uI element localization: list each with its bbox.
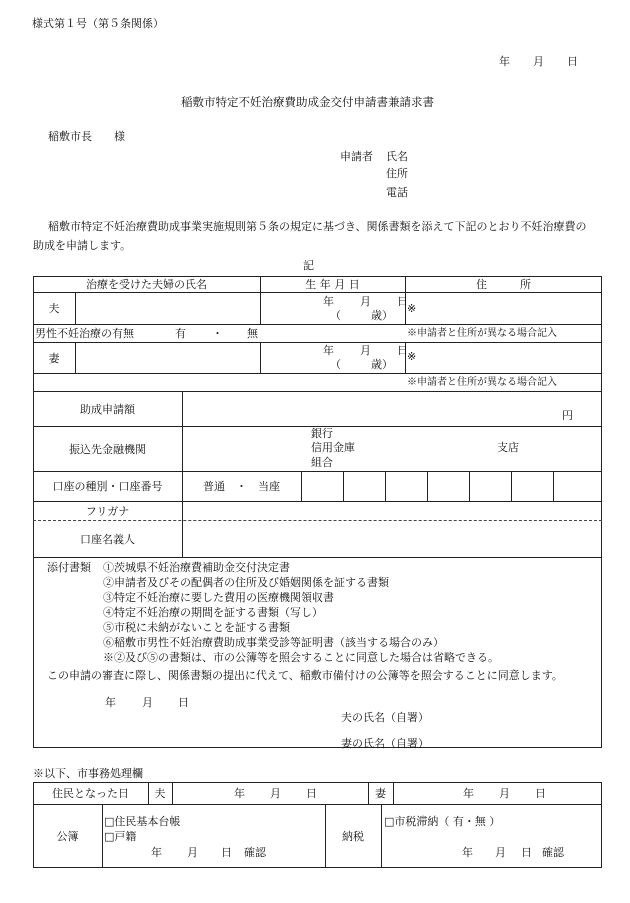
registry-confirm-label: 確認	[244, 846, 266, 859]
registry-label: 公簿	[56, 830, 79, 843]
applicant-label: 申請者	[340, 150, 373, 163]
husband-birth-year: 年	[323, 295, 334, 308]
attachment-6: ⑥稲敷市男性不妊治療費助成事業受診等証明書（該当する場合のみ）	[103, 636, 444, 649]
resident-since-label: 住民となった日	[52, 787, 129, 800]
addressee: 稲敷市長 様	[48, 130, 125, 143]
tax-confirm-year: 年	[462, 846, 473, 859]
office-section-heading: ※以下、市事務処理欄	[33, 767, 143, 780]
bank-type-bank: 銀行	[311, 427, 333, 440]
consent-statement: この申請の審査に際し、関係書類の提出に代えて、稲敷市備付けの公簿等を照会することに同意します。	[47, 669, 563, 682]
bank-type-kumiai: 組合	[311, 456, 333, 469]
form-number: 様式第１号（第５条関係）	[32, 17, 164, 30]
amount-label: 助成申請額	[80, 402, 135, 416]
husband-signature-label: 夫の氏名（自署）	[341, 711, 429, 724]
office-husband-day: 日	[306, 787, 317, 800]
bank-type-shinkin: 信用金庫	[311, 441, 355, 454]
attachment-1: ①茨城県不妊治療費補助金交付決定書	[103, 561, 290, 574]
attachments-label: 添付書類	[47, 561, 91, 574]
furigana-label: フリガナ	[85, 504, 130, 518]
registry-confirm-day: 日	[221, 846, 232, 859]
registry-koseki-check[interactable]: □戸籍	[104, 830, 137, 843]
husband-name-field[interactable]	[75, 292, 260, 324]
tax-confirm-month: 月	[495, 846, 506, 859]
sign-date-year: 年	[105, 696, 116, 709]
attachment-2: ②申請者及びその配偶者の住所及び婚姻関係を証する書類	[103, 576, 389, 589]
sign-date-month: 月	[142, 696, 153, 709]
intro-line-2: 助成を申請します。	[33, 239, 132, 252]
husband-age-close: 歳）	[371, 309, 393, 322]
wife-age-open: （	[330, 358, 341, 371]
wife-birth-day: 日	[397, 344, 408, 357]
couple-name-header: 治療を受けた夫婦の氏名	[86, 278, 207, 291]
applicant-name-label: 氏名	[386, 150, 408, 163]
office-wife-year: 年	[463, 787, 474, 800]
applicant-address-label: 住所	[386, 167, 408, 180]
sign-date-day: 日	[178, 696, 189, 709]
attachment-4: ④特定不妊治療の期間を証する書類（写し）	[103, 606, 323, 619]
husband-address-mark: ※	[407, 302, 417, 315]
tax-confirm-label: 確認	[542, 846, 564, 859]
top-date-month: 月	[533, 55, 544, 68]
office-husband-label: 夫	[154, 787, 166, 800]
office-wife-month: 月	[499, 787, 510, 800]
furigana-field[interactable]	[182, 501, 602, 520]
attachment-note: ※②及び⑤の書類は、市の公簿等を照会することに同意した場合は省略できる。	[103, 651, 499, 664]
bank-label: 振込先金融機関	[69, 442, 146, 456]
wife-age-close: 歳）	[371, 358, 393, 371]
office-wife-day: 日	[535, 787, 546, 800]
registry-resident-check[interactable]: □住民基本台帳	[104, 815, 181, 828]
office-husband-month: 月	[270, 787, 281, 800]
top-date-day: 日	[567, 55, 578, 68]
intro-line-1: 稲敷市特定不妊治療費助成事業実施規則第５条の規定に基づき、関係書類を添えて下記のとおり不妊治療費の	[48, 220, 587, 233]
yen-unit: 円	[562, 409, 573, 422]
attachment-5: ⑤市税に未納がないことを証する書類	[103, 621, 290, 634]
attachment-3: ③特定不妊治療に要した費用の医療機関領収書	[103, 591, 334, 604]
branch-label: 支店	[497, 441, 519, 454]
tax-label: 納税	[342, 830, 364, 843]
applicant-phone-label: 電話	[386, 186, 408, 199]
male-infertility-dot: ・	[212, 327, 223, 340]
wife-address-note: ※申請者と住所が異なる場合記入	[407, 377, 557, 388]
husband-birth-day: 日	[397, 295, 408, 308]
husband-age-open: （	[330, 309, 341, 322]
account-holder-label: 口座名義人	[80, 532, 135, 546]
tax-delinquency-check[interactable]: □市税滞納（ 有・無 ）	[384, 815, 501, 828]
birth-date-header: 生 年 月 日	[305, 278, 360, 291]
wife-address-mark: ※	[407, 350, 417, 363]
account-label: 口座の種別・口座番号	[52, 480, 163, 493]
wife-label: 妻	[48, 351, 60, 365]
wife-birth-month: 月	[360, 344, 371, 357]
ki-label: 記	[303, 259, 314, 272]
wife-name-field[interactable]	[75, 342, 260, 373]
male-infertility-label: 男性不妊治療の有無	[35, 327, 134, 340]
wife-birth-year: 年	[323, 344, 334, 357]
male-infertility-yes[interactable]: 有	[175, 327, 186, 340]
top-date-year: 年	[499, 55, 510, 68]
tax-confirm-day: 日	[521, 846, 532, 859]
husband-label: 夫	[48, 302, 60, 315]
male-infertility-no[interactable]: 無	[247, 327, 258, 340]
document-title: 稲敷市特定不妊治療費助成金交付申請書兼請求書	[181, 95, 434, 109]
registry-confirm-year: 年	[151, 846, 162, 859]
office-wife-label: 妻	[375, 787, 386, 800]
amount-field[interactable]	[182, 391, 602, 426]
wife-signature-label: 妻の氏名（自署）	[341, 737, 429, 750]
account-type[interactable]: 普通 ・ 当座	[203, 480, 280, 493]
office-husband-year: 年	[234, 787, 245, 800]
husband-address-note: ※申請者と住所が異なる場合記入	[407, 328, 557, 339]
husband-birth-month: 月	[360, 295, 371, 308]
address-header: 住 所	[476, 278, 531, 291]
registry-confirm-month: 月	[187, 846, 198, 859]
account-holder-field[interactable]	[182, 520, 602, 557]
